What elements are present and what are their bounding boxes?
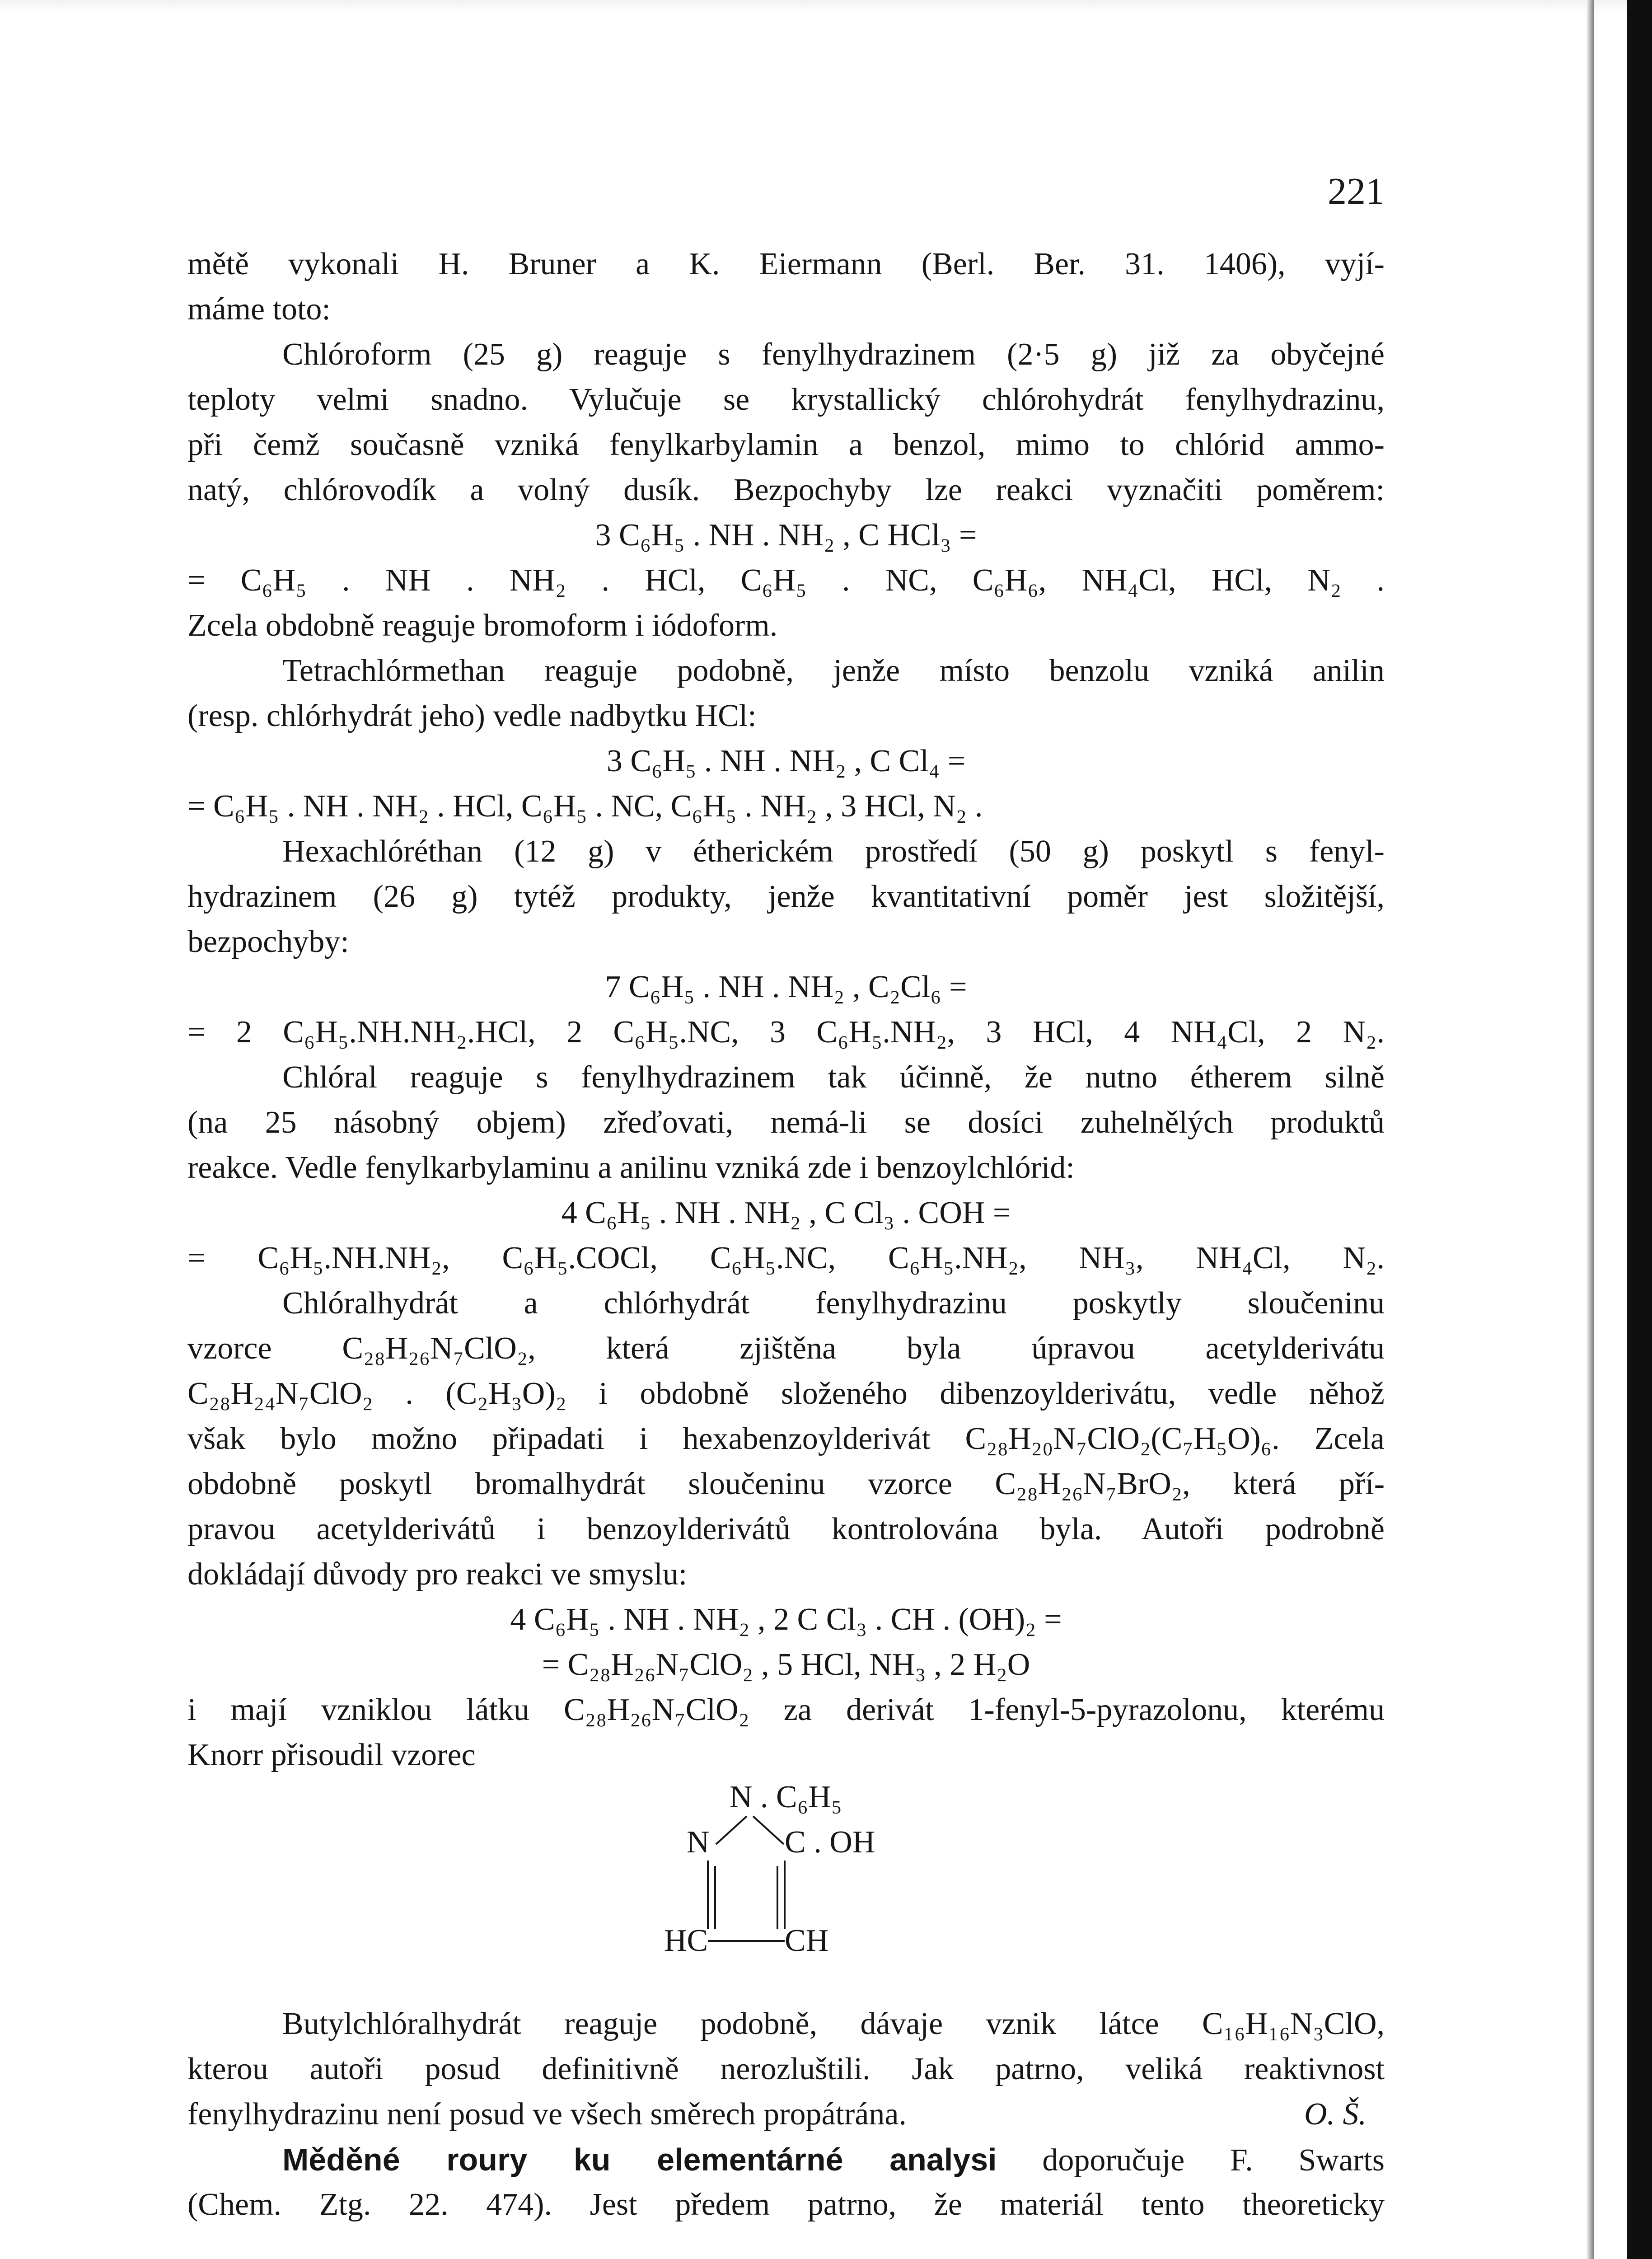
text-line: = C₆H₅ . NH . NH₂ . HCl, C₆H₅ . NC, C₆H₅ . NH₂ , 3 HCl, N₂ . bbox=[187, 789, 983, 824]
text-line: Knorr přisoudil vzorec bbox=[187, 1738, 476, 1772]
text-line bbox=[187, 2047, 1385, 2092]
text-line: 3 C₆H₅ . NH . NH₂ , C HCl₃ = bbox=[595, 518, 977, 553]
text-line: při čemž současně vzniká fenylkarbylamin a benzol, mimo to chlórid ammo- bbox=[187, 427, 1385, 462]
text-line: mětě vykonali H. Bruner a K. Eiermann (Berl. Ber. 31. 1406), vyjí- bbox=[187, 247, 1385, 281]
text-line-content: Butylchlóralhydrát reaguje podobně, dávaje vznik látce C₁₆H₁₆N₃ClO, bbox=[282, 2006, 1385, 2041]
text-line: = C₆H₅ . NH . NH₂ . HCl, C₆H₅ . NC, C₆H₆, NH₄Cl, HCl, N₂ . bbox=[187, 563, 1385, 598]
structure-left-label: N bbox=[687, 1825, 710, 1860]
structure-right-label: C . OH bbox=[785, 1825, 875, 1860]
scan-shadow bbox=[1586, 0, 1594, 2259]
text-line: bezpochyby: bbox=[187, 924, 349, 959]
scan-dark-edge bbox=[1627, 0, 1652, 2259]
text-line: Tetrachlórmethan reaguje podobně, jenže místo benzolu vzniká anilin bbox=[282, 653, 1385, 688]
text-line: 4 C₆H₅ . NH . NH₂ , 2 C Cl₃ . CH . (OH)₂ = bbox=[510, 1602, 1062, 1637]
text-line: C₂₈H₂₄N₇ClO₂ . (C₂H₃O)₂ i obdobně složeného dibenzoylderivátu, vedle něhož bbox=[187, 1376, 1385, 1411]
section-title: Měděné roury ku elementárné analysi bbox=[282, 2142, 997, 2177]
text-line: obdobně poskytl bromalhydrát sloučeninu vzorce C₂₈H₂₆N₇BrO₂, která pří- bbox=[187, 1467, 1385, 1501]
text-line: Zcela obdobně reaguje bromoform i iódoform. bbox=[187, 608, 778, 643]
page-number: 221 bbox=[1328, 170, 1385, 212]
text-line: natý, chlórovodík a volný dusík. Bezpochyby lze reakci vyznačiti poměrem: bbox=[187, 473, 1385, 507]
text-line-content: kterou autoři posud definitivně nerozluštili. Jak patrno, veliká reaktivnost bbox=[187, 2052, 1385, 2086]
text-line-content: fenylhydrazinu není posud ve všech směrech propátrána. bbox=[187, 2097, 907, 2132]
structure-bottom-left-label: HC bbox=[664, 1923, 708, 1958]
text-line: 3 C₆H₅ . NH . NH₂ , C Cl₄ = bbox=[606, 744, 966, 778]
structure-bottom-right-label: CH bbox=[785, 1923, 829, 1958]
section-title-rest: doporučuje F. Swarts bbox=[997, 2143, 1385, 2178]
author-signature: O. Š. bbox=[1304, 2097, 1367, 2132]
text-line: vzorce C₂₈H₂₆N₇ClO₂, která zjištěna byla úpravou acetylderivátu bbox=[187, 1331, 1385, 1366]
structure-top-label: N . C₆H₅ bbox=[730, 1780, 842, 1814]
scan-top-edge bbox=[0, 0, 1652, 14]
text-line: i mají vzniklou látku C₂₈H₂₆N₇ClO₂ za derivát 1-fenyl-5-pyrazolonu, kterému bbox=[187, 1692, 1385, 1727]
section-line-2: (Chem. Ztg. 22. 474). Jest předem patrno, že materiál tento theoreticky bbox=[187, 2187, 1385, 2222]
text-line: Hexachlóréthan (12 g) v étherickém prostředí (50 g) poskytl s fenyl- bbox=[282, 834, 1385, 869]
text-line: 7 C₆H₅ . NH . NH₂ , C₂Cl₆ = bbox=[605, 970, 967, 1004]
text-line: reakce. Vedle fenylkarbylaminu a anilinu vzniká zde i benzoylchlórid: bbox=[187, 1150, 1075, 1185]
text-line: hydrazinem (26 g) tytéž produkty, jenže kvantitativní poměr jest složitější, bbox=[187, 879, 1385, 914]
text-line bbox=[187, 2001, 1385, 2047]
text-line: = C₆H₅.NH.NH₂, C₆H₅.COCl, C₆H₅.NC, C₆H₅.NH₂, NH₃, NH₄Cl, N₂. bbox=[187, 1241, 1385, 1275]
text-line: (resp. chlórhydrát jeho) vedle nadbytku HCl: bbox=[187, 698, 757, 733]
section-heading-line bbox=[187, 2137, 1385, 2182]
text-line: 4 C₆H₅ . NH . NH₂ , C Cl₃ . COH = bbox=[561, 1195, 1011, 1230]
text-line: pravou acetylderivátů i benzoylderivátů kontrolována byla. Autoři podrobně bbox=[187, 1512, 1385, 1547]
text-line: Chlóral reaguje s fenylhydrazinem tak účinně, že nutno étherem silně bbox=[282, 1060, 1385, 1095]
text-line: Chlóralhydrát a chlórhydrát fenylhydrazinu poskytly sloučeninu bbox=[282, 1286, 1385, 1321]
bond-top-right bbox=[753, 1816, 784, 1844]
text-line: = 2 C₆H₅.NH.NH₂.HCl, 2 C₆H₅.NC, 3 C₆H₅.NH₂, 3 HCl, 4 NH₄Cl, 2 N₂. bbox=[187, 1015, 1385, 1050]
text-line: však bylo možno připadati i hexabenzoylderivát C₂₈H₂₀N₇ClO₂(C₇H₅O)₆. Zcela bbox=[187, 1421, 1385, 1456]
text-line: = C₂₈H₂₆N₇ClO₂ , 5 HCl, NH₃ , 2 H₂O bbox=[542, 1647, 1030, 1682]
text-line: máme toto: bbox=[187, 292, 331, 327]
text-line: dokládají důvody pro reakci ve smyslu: bbox=[187, 1557, 688, 1592]
bond-top-left bbox=[716, 1816, 747, 1844]
text-line bbox=[187, 2092, 1385, 2137]
text-line: teploty velmi snadno. Vylučuje se krystallický chlórohydrát fenylhydrazinu, bbox=[187, 382, 1385, 417]
text-line: (na 25 násobný objem) zřeďovati, nemá-li se dosíci zuhelnělých produktů bbox=[187, 1105, 1385, 1140]
text-line: Chlóroform (25 g) reaguje s fenylhydrazinem (2·5 g) již za obyčejné bbox=[282, 337, 1385, 372]
pyrazolone-structure-diagram bbox=[639, 1780, 919, 1983]
